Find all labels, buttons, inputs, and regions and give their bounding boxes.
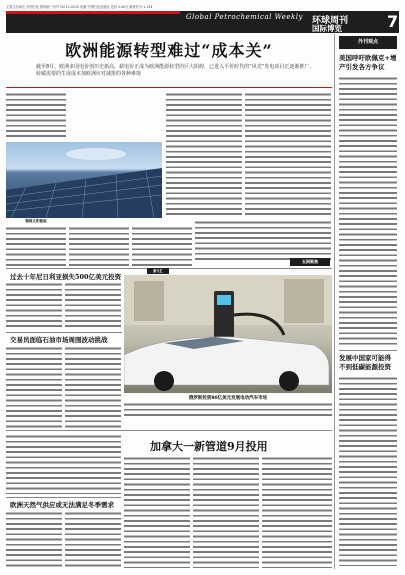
subsection-name: 国际博览 bbox=[312, 24, 342, 33]
article3-title: 加拿大一新管道9月投用 bbox=[150, 440, 268, 453]
lead-text-col3 bbox=[132, 226, 192, 266]
masthead-logo: Global Petrochemical Weekly bbox=[186, 13, 303, 21]
ev-caption: 俄罗斯投资90亿美元发展电动汽车市场 bbox=[188, 396, 268, 401]
article1-title: 过去十年尼日利亚损失500亿美元投资 bbox=[10, 273, 122, 281]
article4-title: 欧洲天然气供应或无法满足冬季需求 bbox=[10, 501, 114, 509]
section-divider bbox=[6, 268, 332, 269]
sidebar-story1-title: 美国呼吁欧佩克+增产引发各方争议 bbox=[339, 54, 397, 71]
lead-text-col5 bbox=[245, 92, 331, 216]
sidebar-story1-text bbox=[339, 76, 397, 346]
masthead-accent bbox=[6, 11, 180, 14]
page-topline: 主管主办单位 中国石化 国内统一刊号 CN 11-0125 出版 中国石化出版社 定价 2.00元 邮发代号 1-134 bbox=[6, 5, 153, 9]
page-number: 7 bbox=[387, 12, 399, 31]
lead-header bbox=[6, 34, 332, 88]
section-name: 环球周刊 bbox=[312, 16, 349, 26]
sidebar-header: 外刊观点 bbox=[339, 36, 397, 49]
sidebar-divider bbox=[339, 350, 397, 351]
lead-text-col4 bbox=[166, 92, 242, 216]
world-focus-tag: 五洲聚焦 bbox=[290, 258, 330, 266]
sidebar-story2-title: 发展中国家可能得不到低碳能源投资 bbox=[339, 354, 391, 371]
lead-text-col1 bbox=[6, 92, 66, 140]
article2-title: 交易员面临石油市场周围波动挑战 bbox=[10, 336, 108, 344]
ev-caption-text bbox=[124, 402, 332, 416]
article4-text-b bbox=[65, 511, 121, 569]
ev-tag: 新文汇 bbox=[147, 268, 169, 274]
article-divider-1 bbox=[6, 332, 122, 333]
sidebar-story2-text bbox=[339, 376, 397, 566]
lead-text-col6 bbox=[195, 220, 331, 260]
sidebar bbox=[334, 34, 399, 569]
article3-text-b bbox=[193, 456, 259, 568]
lead-text-col1b bbox=[6, 226, 66, 266]
article2-text-a bbox=[6, 346, 62, 428]
article-divider-3 bbox=[6, 497, 121, 498]
solar-panel-photo bbox=[6, 142, 162, 218]
article3-text-c bbox=[262, 456, 332, 568]
article3-left-text bbox=[6, 434, 121, 494]
lead-headline: 欧洲能源转型难过“成本关” bbox=[65, 41, 273, 60]
ev-charging-photo bbox=[124, 275, 332, 393]
article-divider-2 bbox=[6, 430, 332, 431]
masthead bbox=[6, 11, 399, 33]
article3-text-a bbox=[124, 456, 190, 568]
article1-text-b bbox=[65, 282, 121, 330]
lead-deck: 截至8月，欧洲多国电价创历史新高，薪电价正成为欧洲能源转型的巨大阻碍，已进入平价时代的“风光”发电项目正逐渐推广，转碳需要的生成成本加欧洲应对减排的各种难境 bbox=[36, 64, 315, 77]
article1-text-a bbox=[6, 282, 62, 330]
lead-text-col2 bbox=[69, 226, 129, 266]
solar-caption: 德国太阳能板 bbox=[25, 219, 47, 223]
article4-text-a bbox=[6, 511, 62, 569]
article2-text-b bbox=[65, 346, 121, 428]
